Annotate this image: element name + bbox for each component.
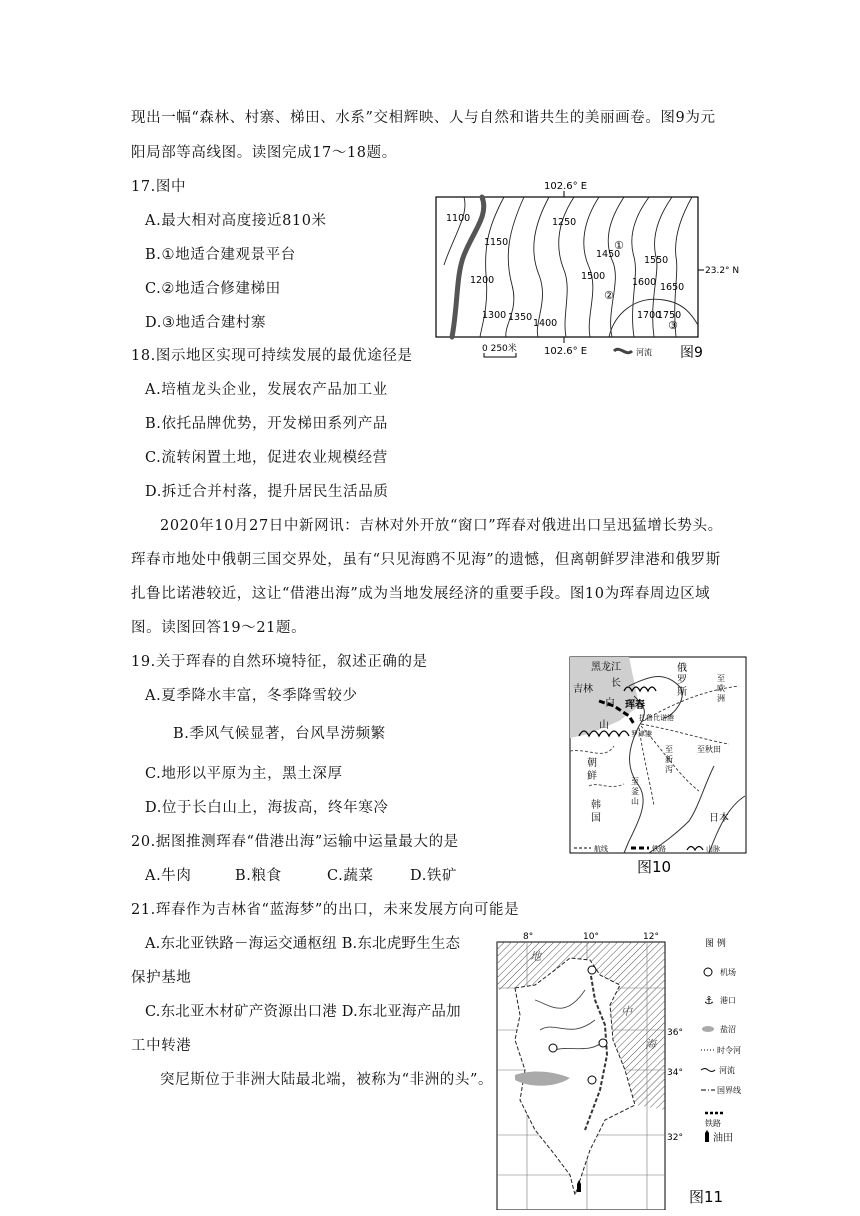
q17-option-c: C.②地适合修建梯田: [145, 281, 281, 297]
label-hunchun: 珲春: [625, 700, 645, 711]
q17-option-a: A.最大相对高度接近810米: [145, 213, 327, 229]
q17-option-d: D.③地适合建村寨: [145, 315, 267, 331]
q20-stem: 20.据图推测珲春“借港出海”运输中运量最大的是: [131, 834, 459, 850]
legend-river: 河流: [719, 1066, 735, 1075]
fig9-lon-top: 102.6° E: [544, 181, 588, 192]
q19-option-d: D.位于长白山上，海拔高，终年寒冷: [145, 800, 389, 816]
contour-label: 1100: [446, 213, 471, 224]
fig9-river-legend: 河流: [636, 348, 652, 357]
lat-tick: 34°: [667, 1068, 683, 1078]
q21-line-1: A.东北亚铁路－海运交通枢纽 B.东北虎野生生态: [145, 936, 461, 952]
passage2-line-2: 珲春市地处中俄朝三国交界处，虽有“只见海鸥不见海”的遗憾，但离朝鲜罗津港和俄罗斯: [131, 552, 721, 568]
legend-airport: 机场: [720, 968, 736, 977]
q20-option-d: D.铁矿: [410, 868, 458, 884]
legend-salt: 盐沼: [720, 1025, 736, 1034]
q20-option-b: B.粮食: [235, 868, 282, 884]
q21-line-2: 保护基地: [131, 970, 192, 986]
lat-tick: 32°: [667, 1133, 683, 1143]
legend-railway: 铁路: [652, 845, 666, 853]
contour-label: 1200: [470, 275, 495, 286]
contour-label: 1550: [644, 255, 669, 266]
q20-option-c: C.蔬菜: [327, 868, 374, 884]
contour-label: 1400: [533, 318, 558, 329]
airport-icon: [599, 1039, 607, 1047]
label-shan: 山: [599, 720, 609, 731]
contour-label: 1250: [552, 217, 577, 228]
sea-label: 海: [645, 1038, 656, 1051]
figure-11-tunisia-map: [495, 930, 760, 1210]
label-russia: 俄罗斯: [677, 663, 687, 698]
airport-icon: [549, 1044, 557, 1052]
salt-legend-icon: [702, 1026, 714, 1032]
fig9-scale: 0 250米: [482, 344, 517, 354]
lon-tick: 12°: [643, 932, 659, 942]
fig10-caption: 图10: [637, 858, 672, 876]
passage2-line-3: 扎鲁比诺港较近，这让“借港出海”成为当地发展经济的重要手段。图10为珲春周边区域: [131, 586, 711, 602]
contour-label: 1600: [632, 277, 657, 288]
passage2-line-1: 2020年10月27日中新网讯：吉林对外开放“窗口”珲春对俄进出口呈迅猛增长势头。: [160, 518, 723, 534]
q20-option-a: A.牛肉: [145, 868, 192, 884]
contour-label: 1750: [657, 310, 682, 321]
label-sk: 韩国: [591, 800, 601, 824]
passage2-line-4: 图。读图回答19～21题。: [131, 620, 307, 636]
q18-option-d: D.拆迁合并村落，提升居民生活品质: [145, 484, 389, 500]
label-to-busan: 至釜山: [631, 777, 639, 806]
q19-option-c: C.地形以平原为主，黑土深厚: [145, 766, 343, 782]
passage3: 突尼斯位于非洲大陆最北端，被称为“非洲的头”。: [160, 1072, 494, 1088]
fig11-caption: 图11: [689, 1188, 724, 1206]
lon-tick: 10°: [583, 932, 599, 942]
legend-port: 港口: [720, 996, 736, 1005]
contour-label: 1150: [484, 237, 509, 248]
lat-tick: 36°: [667, 1028, 683, 1038]
q19-option-a: A.夏季降水丰富，冬季降雪较少: [145, 688, 358, 704]
fig9-lon-bottom: 102.6° E: [544, 346, 588, 357]
anchor-legend-icon: ⚓: [704, 994, 714, 1007]
intro-line-2: 阳局部等高线图。读图完成17～18题。: [131, 145, 397, 161]
q17-stem: 17.图中: [131, 179, 187, 195]
q18-option-c: C.流转闲置土地，促进农业规模经营: [145, 450, 388, 466]
contour-label: 1700: [637, 310, 662, 321]
airport-icon: [588, 1076, 596, 1084]
q18-option-b: B.依托品牌优势，开发梯田系列产品: [145, 416, 388, 432]
label-to-europe: 至欧洲: [717, 674, 725, 703]
legend-route: 航线: [594, 845, 608, 853]
q19-stem: 19.关于珲春的自然环境特征，叙述正确的是: [131, 654, 428, 670]
legend-border: 国界线: [717, 1086, 741, 1095]
fig9-caption: 图9: [680, 345, 703, 361]
point-1: ①: [614, 239, 624, 252]
legend-title: 图 例: [705, 939, 726, 949]
contour-label: 1300: [482, 310, 507, 321]
fig9-lat: 23.2° N: [705, 266, 740, 276]
point-2: ②: [604, 289, 614, 302]
label-to-akita: 至秋田: [697, 745, 721, 754]
figure-10-hunchun-map: [569, 656, 749, 878]
label-nk: 朝鲜: [587, 758, 597, 782]
q18-stem: 18.图示地区实现可持续发展的最优途径是: [131, 348, 413, 364]
label-rajin: 罗津港: [631, 730, 652, 738]
q21-line-3: C.东北亚木材矿产资源出口港 D.东北亚海产品加: [145, 1004, 461, 1020]
legend-oil: 油田: [713, 1133, 733, 1144]
intro-line-1: 现出一幅“森林、村寨、梯田、水系”交相辉映、人与自然和谐共生的美丽画卷。图9为元: [131, 110, 716, 126]
river-legend-icon: [614, 349, 632, 352]
label-bai: 白: [605, 698, 615, 709]
label-changbai: 长: [611, 678, 621, 689]
q18-option-a: A.培植龙头企业，发展农产品加工业: [145, 382, 388, 398]
legend-mountain: 山脉: [706, 845, 720, 853]
contour-label: 1650: [660, 282, 685, 293]
oil-legend-icon: [705, 1130, 709, 1142]
sea-label: 中: [621, 1005, 632, 1018]
legend-railway: 铁路: [705, 1119, 721, 1128]
contour-label: 1350: [508, 312, 533, 323]
q21-line-4: 工中转港: [131, 1038, 192, 1054]
lon-tick: 8°: [523, 932, 534, 942]
airport-icon: [588, 966, 596, 974]
contour-label: 1500: [581, 271, 606, 282]
legend-seasonal-river: 时令河: [717, 1046, 741, 1055]
q19-option-b: B.季风气候显著，台风旱涝频繁: [173, 726, 386, 742]
q21-stem: 21.珲春作为吉林省“蓝海梦”的出口，未来发展方向可能是: [131, 902, 520, 918]
label-jilin: 吉林: [573, 684, 593, 695]
sea-label: 地: [530, 950, 541, 963]
label-to-niigata: 至新泻: [665, 745, 673, 774]
q17-option-b: B.①地适合建观景平台: [145, 247, 296, 263]
label-japan: 日本: [709, 813, 729, 824]
label-heilongjiang: 黑龙江: [591, 662, 621, 673]
point-3: ③: [668, 319, 678, 332]
figure-9-contour-map: [434, 175, 779, 370]
label-zarubino: 扎鲁比诺港: [639, 714, 674, 722]
contour-label: 1450: [596, 249, 621, 260]
airport-legend-icon: [704, 968, 712, 976]
